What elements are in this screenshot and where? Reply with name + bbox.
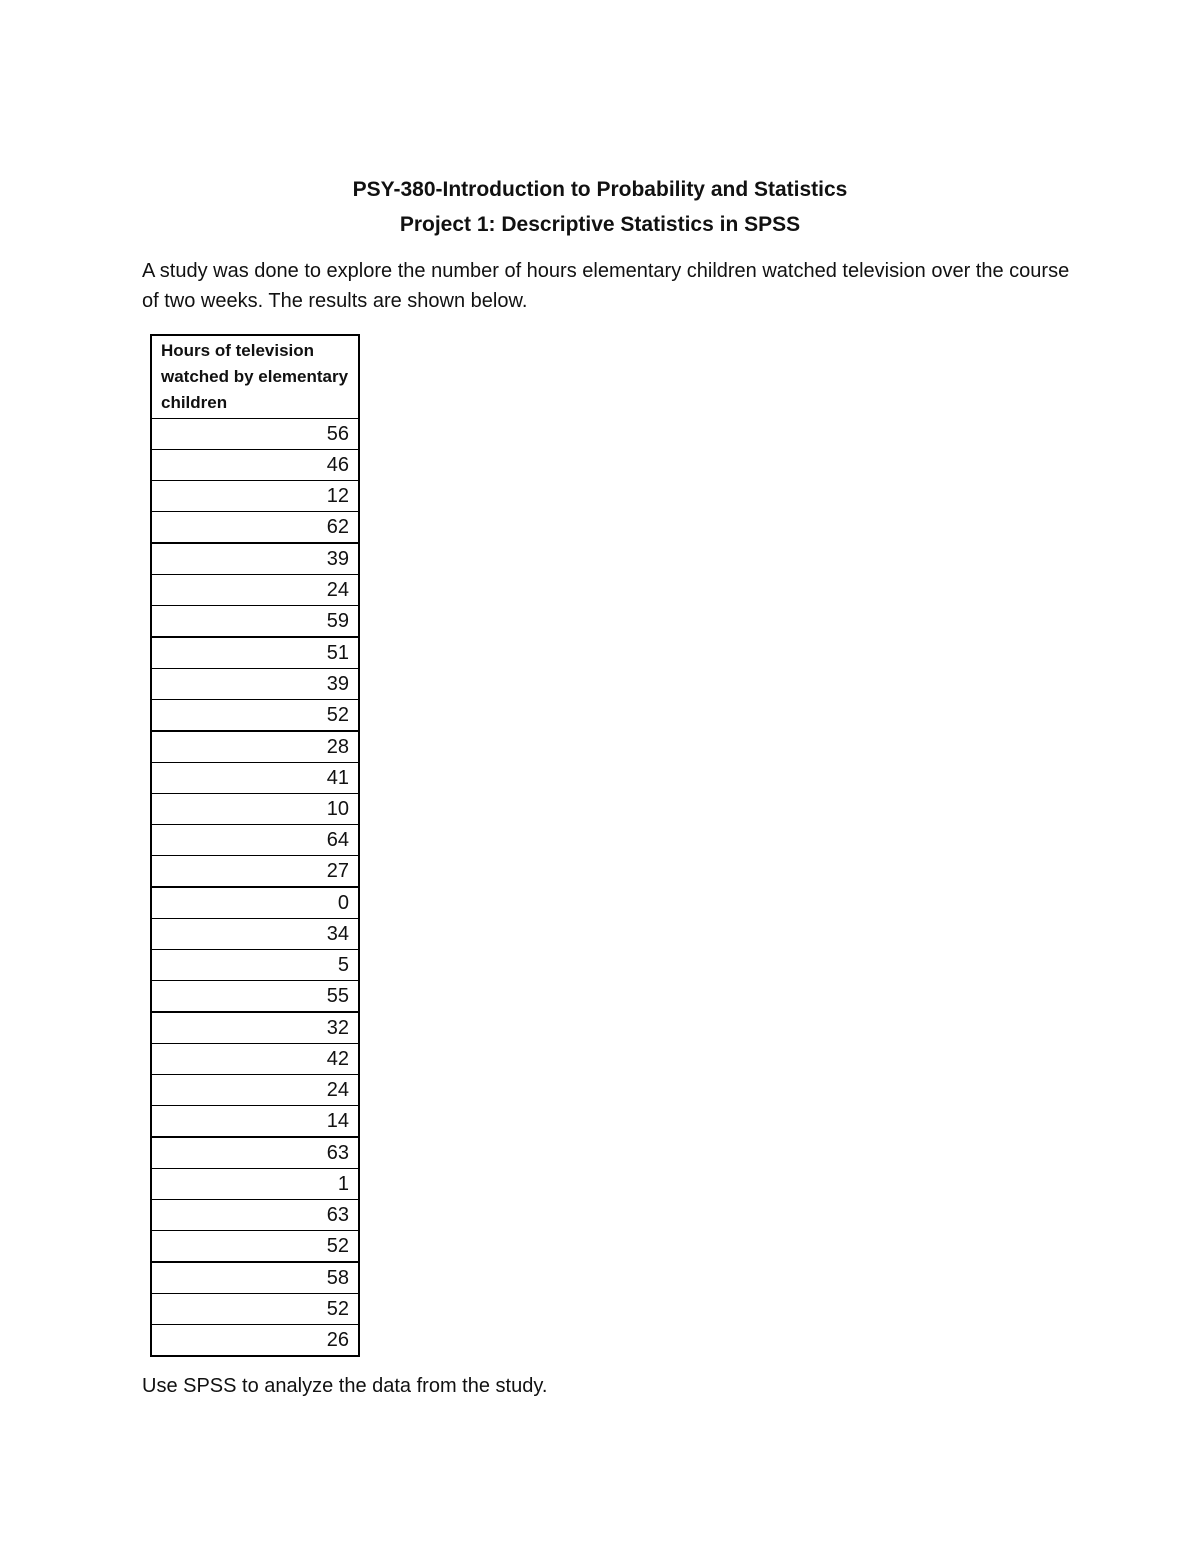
table-cell-value: 5 [151,950,359,981]
table-cell-value: 24 [151,1075,359,1106]
table-cell-value: 51 [151,637,359,669]
table-cell-value: 34 [151,919,359,950]
table-cell-value: 58 [151,1262,359,1294]
table-row [151,731,359,763]
table-cell-value: 1 [151,1169,359,1200]
table-row [151,575,359,606]
table-row [151,1012,359,1044]
document-subtitle: Project 1: Descriptive Statistics in SPSS [399,213,801,236]
table-row [151,763,359,794]
table-cell-value: 14 [151,1106,359,1138]
document-header [0,172,1200,242]
table-header-row [151,335,359,419]
table-cell-value: 62 [151,512,359,544]
table-cell-value: 0 [151,887,359,919]
table-cell-value: 12 [151,481,359,512]
document-title: PSY-380-Introduction to Probability and Statistics [352,178,848,201]
table-cell-value: 28 [151,731,359,763]
table-row [151,606,359,638]
table-cell-value: 10 [151,794,359,825]
table-row [151,543,359,575]
table-row [151,887,359,919]
table-cell-value: 52 [151,1294,359,1325]
table-row [151,856,359,888]
table-cell-value: 42 [151,1044,359,1075]
table-cell-value: 63 [151,1137,359,1169]
table-cell-value: 56 [151,419,359,450]
table-row [151,825,359,856]
table-row [151,1325,359,1357]
table-row [151,1137,359,1169]
table-cell-value: 55 [151,981,359,1013]
table-row [151,669,359,700]
table-cell-value: 27 [151,856,359,888]
table-cell-value: 63 [151,1200,359,1231]
table-row [151,1231,359,1263]
table-row [151,700,359,732]
table-cell-value: 52 [151,700,359,732]
table-cell-value: 52 [151,1231,359,1263]
footer-instruction: Use SPSS to analyze the data from the study. [142,1375,548,1397]
table-cell-value: 41 [151,763,359,794]
table-row [151,1294,359,1325]
table-cell-value: 46 [151,450,359,481]
table-row [151,419,359,450]
table-row [151,1075,359,1106]
table-cell-value: 64 [151,825,359,856]
table-row [151,794,359,825]
table-row [151,481,359,512]
table-row [151,919,359,950]
table-cell-value: 32 [151,1012,359,1044]
table-row [151,981,359,1013]
table-row [151,512,359,544]
table-row [151,1200,359,1231]
intro-paragraph: A study was done to explore the number of hours elementary children watched television over the course of two weeks. The results are shown below. [142,260,1070,312]
table-cell-value: 39 [151,669,359,700]
tv-hours-table [150,334,360,1357]
table-row [151,1106,359,1138]
table-cell-value: 59 [151,606,359,638]
table-row [151,1262,359,1294]
table-row [151,1169,359,1200]
table-row [151,950,359,981]
table-cell-value: 24 [151,575,359,606]
table-row [151,1044,359,1075]
table-row [151,450,359,481]
table-row [151,637,359,669]
table-cell-value: 26 [151,1325,359,1357]
table-column-header: Hours of television watched by elementary children [151,335,359,419]
table-body [151,419,359,1357]
table-cell-value: 39 [151,543,359,575]
